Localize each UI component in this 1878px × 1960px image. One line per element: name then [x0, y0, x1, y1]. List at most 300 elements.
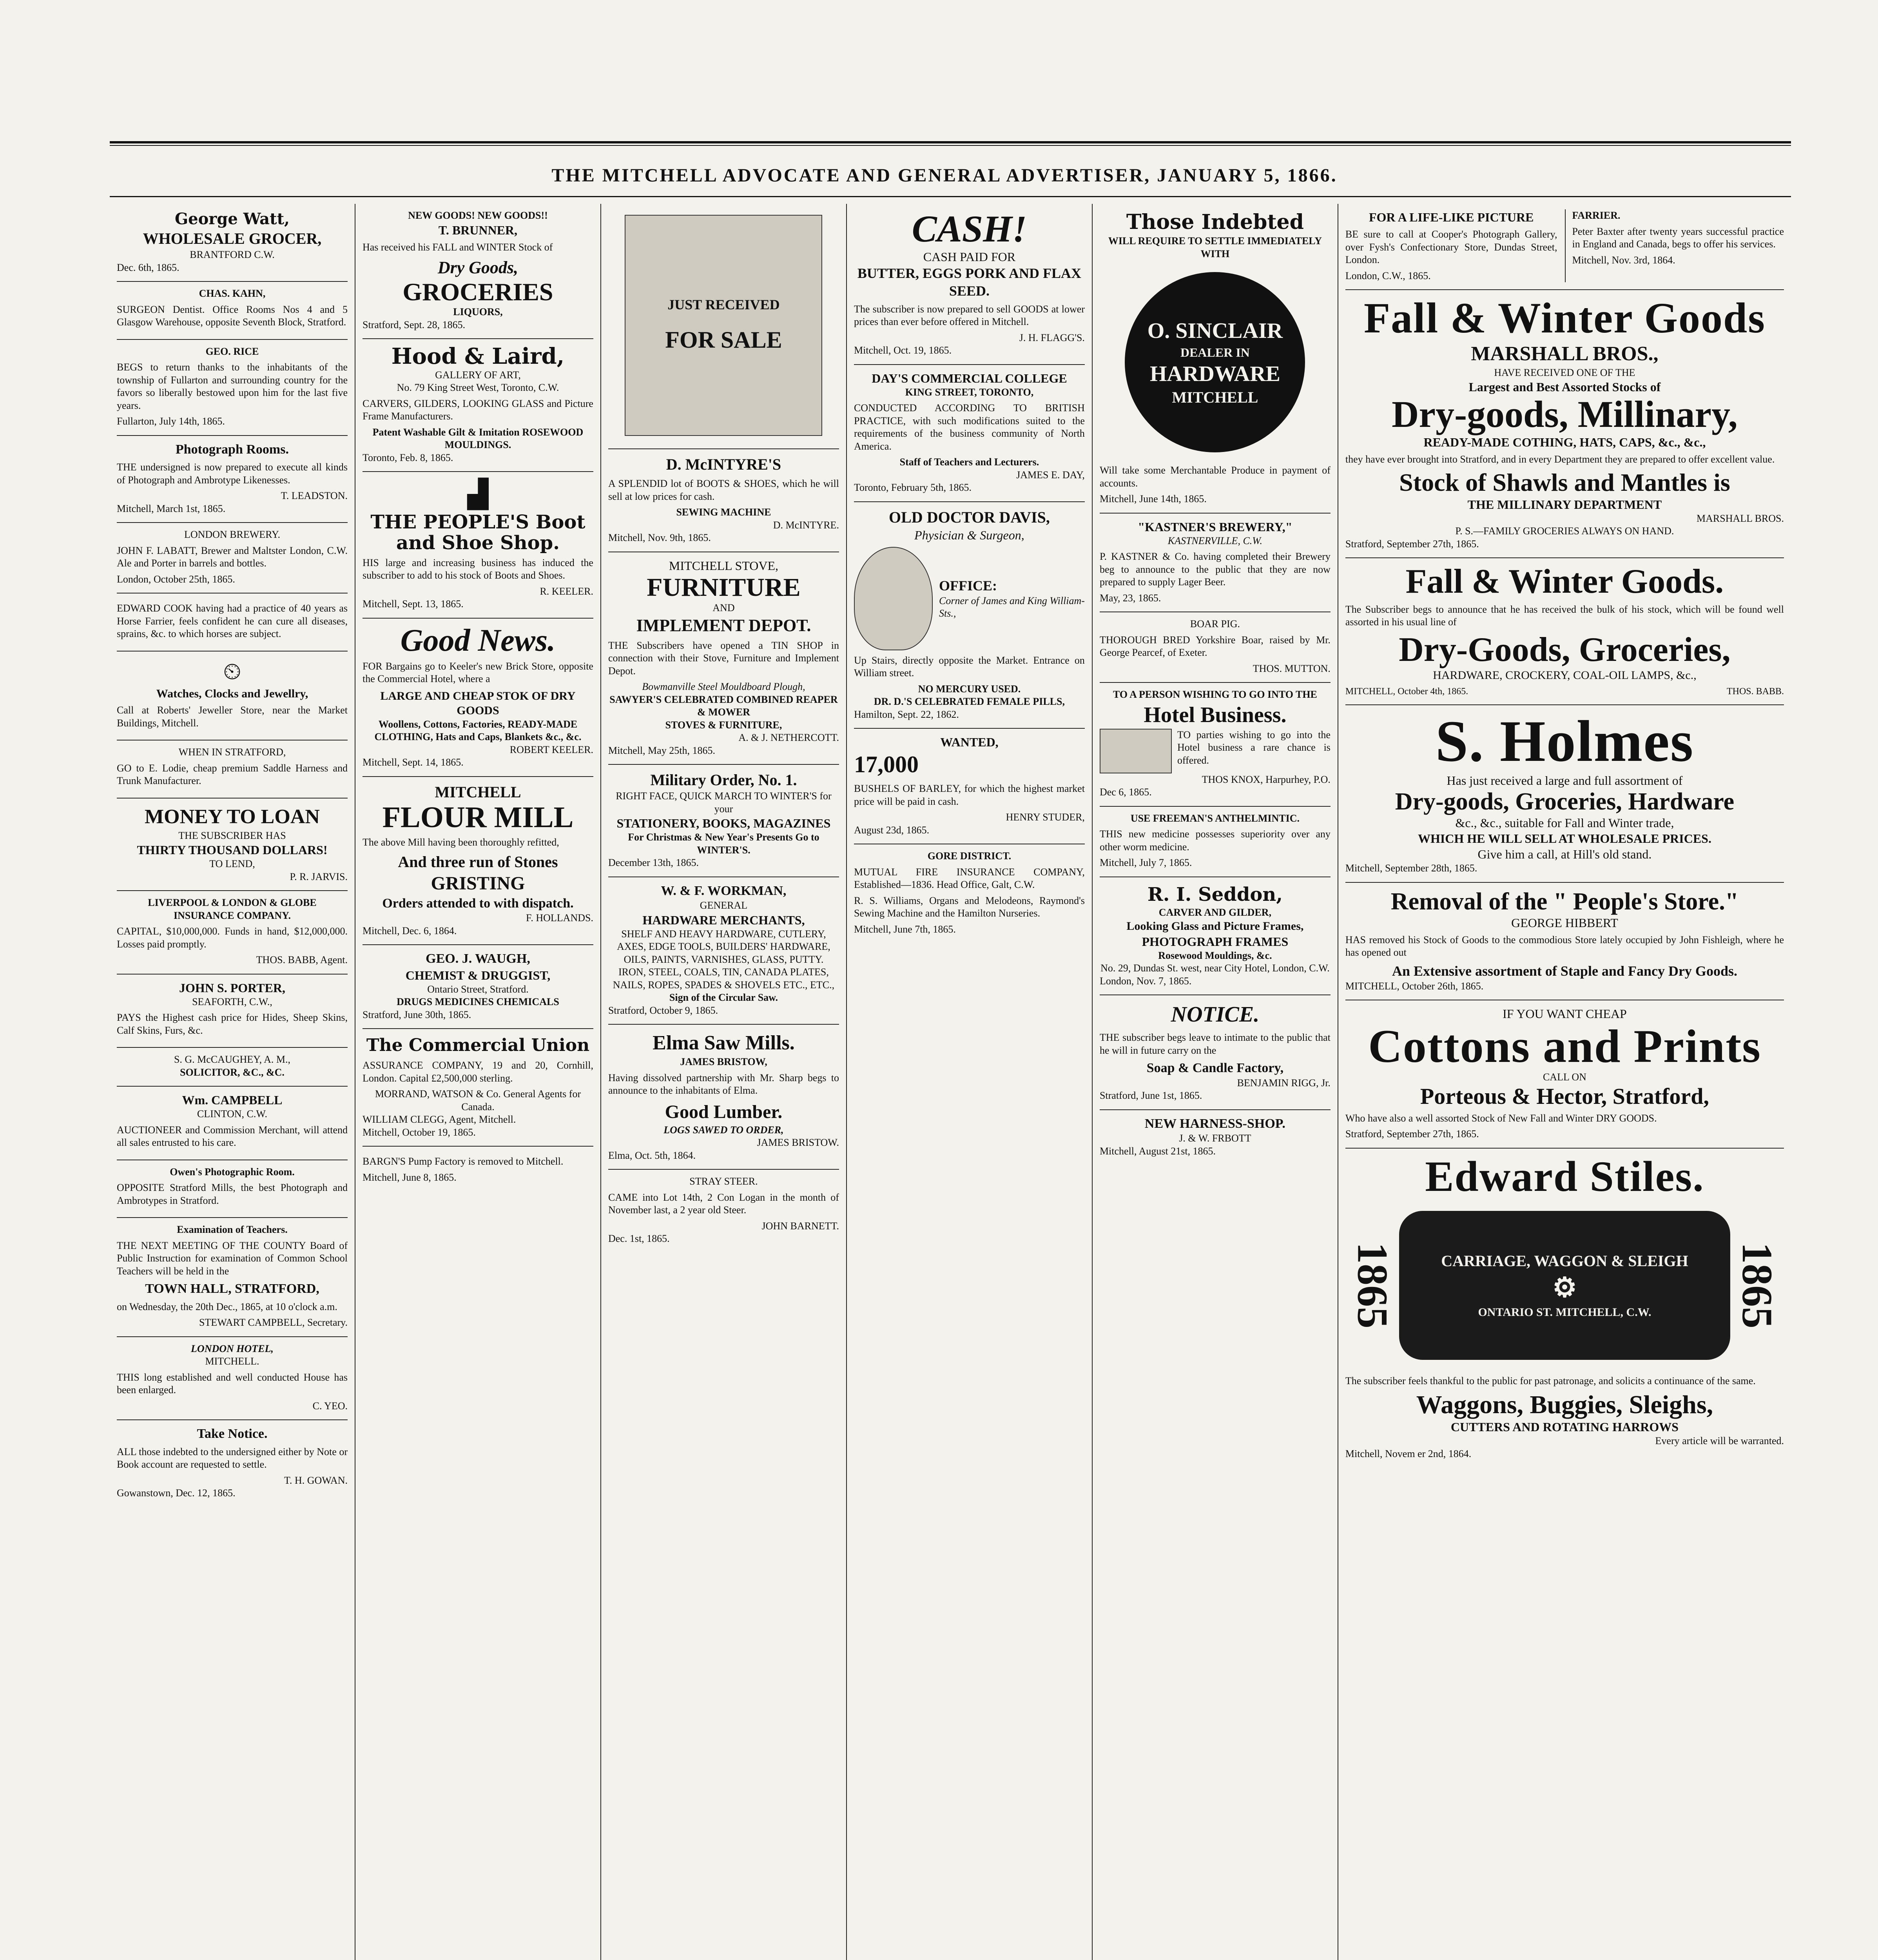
ad-date: Mitchell, May 25th, 1865.	[608, 744, 715, 756]
ad-days-college	[854, 365, 1085, 502]
column-1	[110, 204, 355, 1960]
ad-money-to-loan	[117, 799, 348, 891]
ad-text: Has received his FALL and WINTER Stock of	[362, 241, 553, 253]
ad-flour-mill	[363, 777, 593, 946]
ad-title: MONEY TO LOAN	[145, 805, 320, 828]
ad-title: Cottons and Prints	[1368, 1020, 1761, 1073]
ad-big: Dry-goods, Groceries, Hardware	[1395, 788, 1735, 815]
ad-date: Mitchell, Oct. 19, 1865.	[854, 345, 952, 356]
ad-wholesale: WHICH HE WILL SELL AT WHOLESALE PRICES.	[1418, 831, 1711, 846]
ad-text: GO to E. Lodie, cheap premium Saddle Harness and Trunk Manufacturer.	[117, 762, 348, 786]
ad-title: Fall & Winter Goods.	[1405, 563, 1724, 601]
ad-notice-soap	[1100, 995, 1331, 1110]
ad-date: Gowanstown, Dec. 12, 1865.	[117, 1487, 236, 1499]
ad-items-2: IRON, STEEL, COALS, TIN, CANADA PLATES, NAILS, ROPES, SPADES & SHOVELS ETC., ETC.,	[613, 966, 835, 991]
ad-call: CALL ON	[1543, 1071, 1586, 1083]
ad-text: ALL those indebted to the undersigned either by Note or Book account are requested to settle.	[117, 1446, 348, 1470]
ad-subtitle: CUTTERS AND ROTATING HARROWS	[1450, 1420, 1679, 1434]
ad-reaper: SAWYER'S CELEBRATED COMBINED REAPER & MOWER	[609, 693, 838, 718]
ad-line: An Extensive assortment of Staple and Fancy Dry Goods.	[1392, 963, 1737, 979]
ad-signature: T. H. GOWAN.	[284, 1474, 348, 1486]
ad-wanted-barley	[854, 729, 1085, 844]
carriage-illustration	[1399, 1211, 1730, 1360]
column-3	[600, 204, 846, 1960]
ad-date: MITCHELL, October 4th, 1865.	[1345, 686, 1468, 697]
ad-london-brewery	[117, 523, 348, 593]
ad-sinclair	[1100, 204, 1331, 514]
carriage-sign-2: ONTARIO ST. MITCHELL, C.W.	[1478, 1306, 1651, 1319]
ad-date: Mitchell, Dec. 6, 1864.	[362, 925, 457, 936]
boot-icon: ▟	[467, 479, 489, 510]
ad-place: SEAFORTH, C.W.,	[192, 996, 272, 1007]
ad-title: Take Notice.	[197, 1426, 268, 1441]
ad-big: FLOUR MILL	[382, 800, 574, 834]
ad-title: "KASTNER'S BREWERY,"	[1138, 519, 1292, 534]
ad-signature: R. KEELER.	[540, 585, 593, 597]
medallion-hardware: HARDWARE	[1149, 362, 1280, 386]
ad-subtitle: THE SUBSCRIBER HAS	[178, 829, 286, 841]
ad-title: Edward Stiles.	[1425, 1152, 1704, 1200]
ad-staff: Staff of Teachers and Lecturers.	[899, 456, 1039, 468]
ad-date: Mitchell, Sept. 14, 1865.	[362, 757, 464, 768]
ad-subtitle: Physician & Surgeon,	[914, 528, 1024, 542]
ad-owen-photo	[117, 1160, 348, 1218]
ad-brunner	[363, 204, 593, 339]
ad-title: OLD DOCTOR DAVIS,	[889, 508, 1050, 526]
ad-liverpool-insurance	[117, 891, 348, 975]
ad-title: BOAR PIG.	[1190, 618, 1240, 630]
ad-place: KASTNERVILLE, C.W.	[1167, 535, 1263, 546]
columns	[110, 204, 1791, 1960]
header-rule	[110, 196, 1791, 197]
ad-date: Stratford, September 27th, 1865.	[1345, 1128, 1479, 1140]
medallion-dealer: DEALER IN	[1180, 345, 1250, 359]
ad-title: Removal of the " People's Store."	[1390, 888, 1739, 915]
ad-text: they have ever brought into Stratford, and in every Department they are prepared to offer excellent value.	[1345, 453, 1775, 465]
ad-title: S. G. McCAUGHEY, A. M.,	[174, 1054, 291, 1065]
ad-signature: JAMES BRISTOW.	[757, 1137, 839, 1149]
ad-subtitle-2: TO LEND,	[209, 858, 255, 869]
ad-title: NOTICE.	[1171, 1002, 1260, 1027]
ad-text: P. KASTNER & Co. having completed their Brewery beg to announce to the public that they are now prepared to supply Lager Beer.	[1099, 551, 1331, 588]
ad-big: FURNITURE	[647, 573, 801, 602]
ad-amount: 17,000	[854, 751, 919, 778]
ad-boar-pig	[1100, 612, 1331, 683]
ad-orders: Orders attended to with dispatch.	[382, 896, 574, 911]
ad-marshall-bros	[1345, 290, 1784, 558]
ad-seddon	[1100, 877, 1331, 996]
ad-date: Mitchell, September 28th, 1865.	[1345, 862, 1477, 874]
ad-signature: F. HOLLANDS.	[526, 912, 593, 924]
ad-promo-illustration	[608, 204, 839, 449]
ad-big-1: Dry Goods,	[437, 258, 518, 277]
ad-logs: LOGS SAWED TO ORDER,	[663, 1124, 784, 1136]
column-6	[1338, 204, 1791, 1960]
ad-big-2: IMPLEMENT DEPOT.	[636, 615, 811, 635]
ad-and: AND	[712, 602, 735, 614]
ad-name: MARSHALL BROS.,	[1471, 342, 1659, 365]
ad-date: MITCHELL, October 26th, 1865.	[1345, 980, 1484, 992]
ad-place: CLINTON, C.W.	[197, 1108, 268, 1120]
ad-title: CHAS. KAHN,	[199, 288, 266, 299]
ad-signature: GEORGE HIBBERT	[1511, 915, 1618, 930]
ad-elma-saw-mills	[608, 1025, 839, 1170]
hotel-row	[1100, 729, 1331, 773]
ad-subtitle: WILL REQUIRE TO SETTLE IMMEDIATELY WITH	[1108, 235, 1322, 260]
ad-life-like-picture	[1345, 209, 1557, 282]
ad-machine: SEWING MACHINE	[676, 506, 771, 518]
ad-title: Examination of Teachers.	[177, 1224, 288, 1235]
ad-text: CONDUCTED ACCORDING TO BRITISH PRACTICE, with such modifications suited to the requirements of the business community of North America.	[854, 402, 1085, 452]
ad-items: DRUGS MEDICINES CHEMICALS	[397, 996, 559, 1008]
ad-ps: P. S.—FAMILY GROCERIES ALWAYS ON HAND.	[1455, 525, 1674, 537]
ad-text-2: on Wednesday, the 20th Dec., 1865, at 10 o'clock a.m.	[117, 1301, 337, 1312]
ad-text: THE Subscribers have opened a TIN SHOP in connection with their Stove, Furniture and Implement Depot.	[608, 639, 839, 677]
ad-title: FOR A LIFE-LIKE PICTURE	[1369, 210, 1534, 224]
ad-subtitle: GENERAL	[700, 900, 748, 911]
ad-big: Dry-Goods, Groceries,	[1399, 630, 1731, 669]
merchant-illustration	[625, 215, 822, 436]
ad-footer: Every article will be warranted.	[1655, 1435, 1784, 1447]
ad-big-2: GROCERIES	[402, 278, 553, 306]
ad-date: Mitchell, June 14th, 1865.	[1099, 493, 1207, 505]
ad-items: STATIONERY, BOOKS, MAGAZINES	[616, 816, 831, 831]
ad-subtitle: LARGE AND CHEAP STOK OF DRY GOODS	[380, 689, 576, 717]
ad-title: DAY'S COMMERCIAL COLLEGE	[872, 371, 1067, 385]
ad-text: OPPOSITE Stratford Mills, the best Photograph and Ambrotypes in Stratford.	[117, 1182, 348, 1206]
ad-gore-district	[854, 844, 1085, 943]
year-right: 1865	[1733, 1242, 1781, 1329]
ad-place: BRANTFORD C.W.	[190, 249, 275, 260]
ad-title: JOHN S. PORTER,	[179, 980, 285, 995]
ad-text: EDWARD COOK having had a practice of 40 years as Horse Farrier, feels confident he can cure all diseases, sprains, &c. to which horses are subject.	[117, 603, 348, 639]
ad-big-3: LIQUORS,	[453, 306, 503, 318]
clock-icon: ⏲	[223, 658, 241, 684]
ad-hotel-business	[1100, 683, 1331, 807]
ad-plough: Bowmanville Steel Mouldboard Plough,	[642, 681, 805, 693]
ad-signature: A. & J. NETHERCOTT.	[738, 732, 839, 744]
ad-date: Mitchell, July 7, 1865.	[1099, 857, 1192, 868]
ad-removal	[1345, 883, 1784, 1001]
ad-text: BE sure to call at Cooper's Photograph Gallery, over Fysh's Confectionary Store, Dundas Street, London.	[1345, 229, 1557, 265]
ad-good-news	[363, 619, 593, 777]
ad-place: Ontario Street, Stratford.	[427, 983, 529, 995]
ad-george-watt	[117, 204, 348, 282]
ad-items: Looking Glass and Picture Frames,	[1126, 920, 1304, 933]
ad-text: CARVERS, GILDERS, LOOKING GLASS and Picture Frame Manufacturers.	[362, 397, 593, 422]
ad-address: Corner of James and King William-Sts.,	[939, 595, 1085, 619]
ad-text: HIS large and increasing business has induced the subscriber to add to his stock of Boots and Shoes.	[362, 557, 593, 581]
ad-signature: MARSHALL BROS.	[1697, 512, 1784, 524]
ad-date: London, C.W., 1865.	[1345, 270, 1431, 281]
ad-title: STRAY STEER.	[689, 1176, 758, 1187]
ad-title: LIVERPOOL & LONDON & GLOBE INSURANCE COMPANY.	[148, 897, 317, 921]
ad-pills: DR. D.'S CELEBRATED FEMALE PILLS,	[874, 696, 1065, 708]
masthead: THE MITCHELL ADVOCATE AND GENERAL ADVERTISER, JANUARY 5, 1866.	[551, 165, 1338, 186]
ad-babb	[1345, 558, 1784, 705]
ad-agents: R. S. Williams, Organs and Melodeons, Raymond's Sewing Machine and the Hamilton Nurseries.	[854, 895, 1085, 919]
column-2	[355, 204, 600, 1960]
ad-hood-laird	[363, 339, 593, 472]
ad-take-notice	[117, 1420, 348, 1507]
ad-stray-steer	[608, 1170, 839, 1252]
ad-title: LONDON BREWERY.	[184, 529, 281, 540]
ad-text: CAPITAL, $10,000,000. Funds in hand, $12,000,000. Losses paid promptly.	[117, 926, 348, 950]
ad-signature: D. McINTYRE.	[773, 519, 839, 531]
ad-porteous-hector	[1345, 1000, 1784, 1148]
ad-peoples-boot-shop	[363, 472, 593, 618]
ad-text: THIS new medicine possesses superiority over any other worm medicine.	[1099, 828, 1331, 853]
ad-date: Toronto, February 5th, 1865.	[854, 482, 972, 494]
ad-text: Up Stairs, directly opposite the Market. Entrance on William street.	[854, 654, 1085, 679]
ad-text: BEGS to return thanks to the inhabitants of the township of Fullarton and surrounding country for the favors so liberally bestowed upon him for the last five years.	[117, 361, 348, 411]
ad-doctor-davis	[854, 502, 1085, 729]
ad-presents: For Christmas & New Year's Presents Go to WINTER'S.	[628, 831, 819, 856]
ad-title: Elma Saw Mills.	[653, 1032, 795, 1054]
ad-signature: J. & W. FRBOTT	[1179, 1132, 1251, 1144]
ad-name: Porteous & Hector, Stratford,	[1420, 1083, 1709, 1109]
ad-text: ASSURANCE COMPANY, 19 and 20, Cornhill, London. Capital £2,500,000 sterling.	[362, 1060, 593, 1084]
ad-title: GEO. RICE	[205, 345, 259, 357]
ad-furniture: STOVES & FURNITURE,	[665, 719, 782, 731]
ad-text: SURGEON Dentist. Office Rooms Nos 4 and 5 Glasgow Warehouse, opposite Seventh Block, Stratford.	[117, 303, 348, 328]
ad-date: Stratford, June 1st, 1865.	[1099, 1090, 1202, 1101]
ad-title: MITCHELL STOVE,	[669, 558, 778, 573]
ad-subtitle: GALLERY OF ART,	[435, 369, 521, 381]
ad-big: Dry-goods, Millinary,	[1392, 393, 1738, 435]
ad-farrier	[1565, 209, 1784, 282]
ad-office: OFFICE:	[939, 577, 997, 593]
ad-date: Mitchell, Nov. 9th, 1865.	[608, 532, 711, 543]
ad-big: Waggons, Buggies, Sleighs,	[1416, 1390, 1713, 1419]
ad-date: December 13th, 1865.	[608, 857, 699, 869]
ad-subtitle: WHOLESALE GROCER,	[143, 230, 322, 247]
ad-venue: TOWN HALL, STRATFORD,	[145, 1281, 319, 1296]
ad-subtitle: KING STREET, TORONTO,	[905, 386, 1034, 398]
ad-title: TO A PERSON WISHING TO GO INTO THE	[1113, 689, 1317, 700]
ad-title: USE FREEMAN'S ANTHELMINTIC.	[1130, 812, 1300, 824]
ad-title: Wm. CAMPBELL	[182, 1093, 283, 1107]
ad-mouldings: Rosewood Mouldings, &c.	[1158, 949, 1272, 961]
ad-items: Woollens, Cottons, Factories, READY-MADE CLOTHING, Hats and Caps, Blankets &c., &c.	[374, 718, 582, 743]
ad-commercial-union	[363, 1029, 593, 1147]
ad-text: MUTUAL FIRE INSURANCE COMPANY, Established—1836. Head Office, Galt, C.W.	[854, 866, 1085, 891]
ad-text: JOHN F. LABATT, Brewer and Maltster London, C.W. Ale and Porter in barrels and bottles.	[117, 544, 348, 569]
ad-text: The subscriber is now prepared to sell GOODS at lower prices than ever before offered in Mitchell.	[854, 303, 1085, 328]
ad-gristing: GRISTING	[431, 873, 525, 894]
ad-text: The Subscriber begs to announce that he has received the bulk of his stock, which will be found well assorted in his usual line of	[1345, 603, 1784, 628]
ad-date: Fullarton, July 14th, 1865.	[117, 416, 225, 427]
ad-date: Mitchell, March 1st, 1865.	[117, 503, 226, 514]
ad-date: August 23d, 1865.	[854, 824, 930, 836]
ad-title: LONDON HOTEL,	[191, 1343, 274, 1354]
ad-subtitle: CARVER AND GILDER,	[1158, 906, 1272, 918]
ad-porter	[117, 975, 348, 1048]
ad-mitchell-stove	[608, 552, 839, 765]
ad-date: Mitchell, Nov. 3rd, 1864.	[1572, 254, 1675, 266]
ad-subtitle: JAMES BRISTOW,	[680, 1056, 767, 1068]
ad-signature: WILLIAM CLEGG, Agent, Mitchell.	[362, 1114, 516, 1125]
top-rule	[110, 141, 1791, 143]
ad-military-order	[608, 765, 839, 877]
ad-text: THIS long established and well conducted House has been enlarged.	[117, 1371, 348, 1396]
ad-title: D. McINTYRE'S	[666, 456, 781, 473]
promo-text-1: JUST RECEIVED	[667, 297, 780, 312]
ad-header: NEW GOODS! NEW GOODS!!	[408, 210, 548, 221]
ad-text: THOROUGH BRED Yorkshire Boar, raised by Mr. George Pearcef, of Exeter.	[1099, 634, 1331, 658]
ad-date: London, October 25th, 1865.	[117, 573, 235, 585]
ad-title: Good News.	[400, 623, 556, 658]
ad-date: Elma, Oct. 5th, 1864.	[608, 1149, 696, 1161]
ad-date: Dec 6, 1865.	[1099, 786, 1152, 798]
ad-signature: THOS. BABB.	[1726, 686, 1784, 697]
ad-london-hotel	[117, 1337, 348, 1421]
ad-sign: Sign of the Circular Saw.	[669, 992, 778, 1004]
ad-shawls: Stock of Shawls and Mantles is	[1399, 468, 1730, 497]
ad-title: GORE DISTRICT.	[927, 850, 1012, 862]
ad-title: Those Indebted	[1126, 210, 1304, 234]
ad-text: The above Mill having been thoroughly refitted,	[362, 837, 559, 848]
ad-edward-stiles	[1345, 1149, 1784, 1468]
medallion-town: MITCHELL	[1172, 388, 1258, 406]
ad-footer	[1345, 686, 1784, 697]
ad-text: The subscriber feels thankful to the public for past patronage, and solicits a continuance of the same.	[1345, 1375, 1756, 1387]
top-rule-thin	[110, 145, 1791, 146]
ad-signature: T. LEADSTON.	[281, 490, 348, 501]
ad-text: THE undersigned is now prepared to execute all kinds of Photograph and Ambrotype Likenesses.	[117, 461, 348, 486]
ad-date: Stratford, October 9, 1865.	[608, 1004, 718, 1016]
ad-holmes	[1345, 705, 1784, 882]
ad-text: Call at Roberts' Jeweller Store, near the Market Buildings, Mitchell.	[117, 704, 348, 729]
ad-text: PAYS the Highest cash price for Hides, Sheep Skins, Calf Skins, Furs, &c.	[117, 1012, 348, 1036]
ad-watches	[117, 652, 348, 741]
ad-photo-frames: PHOTOGRAPH FRAMES	[1142, 934, 1289, 949]
ad-items: READY-MADE COTHING, HATS, CAPS, &c., &c.,	[1423, 435, 1706, 449]
ad-stones: And three run of Stones	[398, 853, 558, 871]
carriage-icon: ⚙	[1552, 1272, 1577, 1303]
ad-text: Who have also a well assorted Stock of New Fall and Winter DRY GOODS.	[1345, 1112, 1657, 1124]
ad-signature: THOS. BABB, Agent.	[256, 954, 348, 965]
promo-text-2: FOR SALE	[665, 327, 782, 353]
year-left: 1865	[1349, 1242, 1397, 1329]
ad-title: NEW HARNESS-SHOP.	[1144, 1116, 1285, 1131]
ad-mercury: NO MERCURY USED.	[918, 683, 1021, 695]
ad-title: FARRIER.	[1572, 210, 1621, 221]
ad-signature: JAMES E. DAY,	[1016, 469, 1085, 481]
ad-text: Will take some Merchantable Produce in payment of accounts.	[1099, 465, 1331, 489]
ad-title: Photograph Rooms.	[175, 442, 289, 457]
ad-title: George Watt,	[175, 210, 290, 228]
ad-cook	[117, 593, 348, 652]
ad-date: Mitchell, August 21st, 1865.	[1099, 1145, 1216, 1157]
portrait-row	[854, 547, 1085, 650]
ad-signature: ROBERT KEELER.	[509, 744, 593, 755]
ad-product: Patent Washable Gilt & Imitation ROSEWOOD MOULDINGS.	[372, 426, 584, 451]
ad-date: May, 23, 1865.	[1099, 592, 1161, 604]
ad-date: Mitchell, October 19, 1865.	[362, 1126, 476, 1138]
ad-text: RIGHT FACE, QUICK MARCH TO WINTER'S for your	[616, 790, 832, 815]
ad-title: W. & F. WORKMAN,	[661, 883, 787, 898]
ad-items: BUTTER, EGGS PORK AND FLAX SEED.	[857, 265, 1081, 299]
ad-date: Stratford, June 30th, 1865.	[362, 1009, 471, 1020]
ad-signature: J. H. FLAGG'S.	[1019, 332, 1085, 343]
ad-text: BARGN'S Pump Factory is removed to Mitchell.	[362, 1156, 564, 1167]
ad-text: BUSHELS OF BARLEY, for which the highest market price will be paid in cash.	[854, 783, 1085, 807]
ad-title: R. I. Seddon,	[1147, 883, 1283, 906]
ad-title: WANTED,	[940, 735, 999, 750]
ad-title: Watches, Clocks and Jewellry,	[156, 687, 308, 700]
ad-title: CASH!	[912, 208, 1027, 250]
sinclair-medallion	[1125, 272, 1305, 452]
ad-title: Owen's Photographic Room.	[170, 1166, 295, 1178]
ad-text: CAME into Lot 14th, 2 Con Logan in the month of November last, a 2 year old Steer.	[608, 1191, 839, 1216]
ad-text: THE NEXT MEETING OF THE COUNTY Board of Public Instruction for examination of Common School Teachers will be held in the	[117, 1240, 348, 1277]
ad-subtitle: CASH PAID FOR	[923, 249, 1016, 264]
column-5	[1092, 204, 1338, 1960]
ad-address: No. 29, Dundas St. west, near City Hotel, London, C.W.	[1100, 962, 1330, 974]
ad-kastner-brewery	[1100, 514, 1331, 613]
ad-text: Having dissolved partnership with Mr. Sharp begs to announce to the inhabitants of Elma.	[608, 1072, 839, 1096]
ad-agents: MORRAND, WATSON & Co. General Agents for Canada.	[375, 1088, 581, 1112]
ad-title: Military Order, No. 1.	[650, 771, 797, 789]
ad-date: Mitchell, June 8, 1865.	[362, 1171, 457, 1183]
column-4	[846, 204, 1092, 1960]
ad-text: TO parties wishing to go into the Hotel business a rare chance is offered.	[1177, 729, 1331, 766]
ad-text: AUCTIONEER and Commission Merchant, will attend all sales entrusted to his care.	[117, 1124, 348, 1148]
ad-signature: C. YEO.	[312, 1400, 348, 1412]
ad-text: HAS removed his Stock of Goods to the commodious Store lately occupied by John Fishleigh, where he has opened out	[1345, 934, 1784, 958]
ad-date: Dec. 1st, 1865.	[608, 1233, 670, 1245]
ad-text: FOR Bargains go to Keeler's new Brick Store, opposite the Commercial Hotel, where a	[362, 660, 593, 685]
ad-examination	[117, 1218, 348, 1337]
ad-amount: THIRTY THOUSAND DOLLARS!	[137, 843, 328, 857]
ad-date: Toronto, Feb. 8, 1865.	[362, 452, 453, 463]
ad-top-row	[1345, 204, 1784, 290]
ad-signature: STEWART CAMPBELL, Secretary.	[199, 1317, 348, 1328]
ad-title: S. Holmes	[1435, 709, 1694, 774]
ad-mccaughey	[117, 1048, 348, 1087]
ad-date: Mitchell, June 7th, 1865.	[854, 923, 956, 935]
ad-date: Mitchell, Sept. 13, 1865.	[362, 598, 464, 610]
ad-freeman	[1100, 807, 1331, 877]
ad-title: The Commercial Union	[366, 1035, 590, 1056]
ad-title: T. BRUNNER,	[438, 223, 518, 237]
ad-items: SHELF AND HEAVY HARDWARE, CUTLERY, AXES, EDGE TOOLS, BUILDERS' HARDWARE, OILS, PAINTS, VARNISHES, GLASS, PUTTY.	[617, 928, 830, 965]
ad-signature: P. R. JARVIS.	[290, 871, 348, 882]
ad-cash	[854, 204, 1085, 365]
ad-call: Give him a call, at Hill's old stand.	[1477, 847, 1652, 862]
ad-signature: THOS. MUTTON.	[1253, 662, 1331, 674]
ad-subtitle: &c., &c., suitable for Fall and Winter trade,	[1455, 816, 1674, 830]
ad-title: GEO. J. WAUGH,	[426, 951, 530, 966]
newspaper-page	[98, 141, 1791, 1960]
ad-mcintyre	[608, 449, 839, 552]
ad-factory: Soap & Candle Factory,	[1146, 1061, 1284, 1075]
ad-title: MITCHELL	[435, 783, 521, 801]
ad-title: Hood & Laird,	[391, 343, 565, 370]
ad-subtitle: SOLICITOR, &C., &C.	[180, 1066, 285, 1078]
ad-title: THE PEOPLE'S Boot and Shoe Shop.	[370, 511, 586, 554]
ad-address: No. 79 King Street West, Toronto, C.W.	[397, 382, 559, 394]
ad-big: HARDWARE MERCHANTS,	[642, 913, 805, 927]
ad-pump-factory	[363, 1147, 593, 1191]
ad-when-in-stratford	[117, 740, 348, 799]
ad-subtitle: HAVE RECEIVED ONE OF THE	[1494, 367, 1635, 378]
ad-harness-shop	[1100, 1110, 1331, 1165]
hotel-illustration	[1100, 729, 1172, 773]
ad-signature: THOS KNOX, Harpurhey, P.O.	[1202, 773, 1331, 785]
ad-lumber: Good Lumber.	[665, 1101, 783, 1122]
